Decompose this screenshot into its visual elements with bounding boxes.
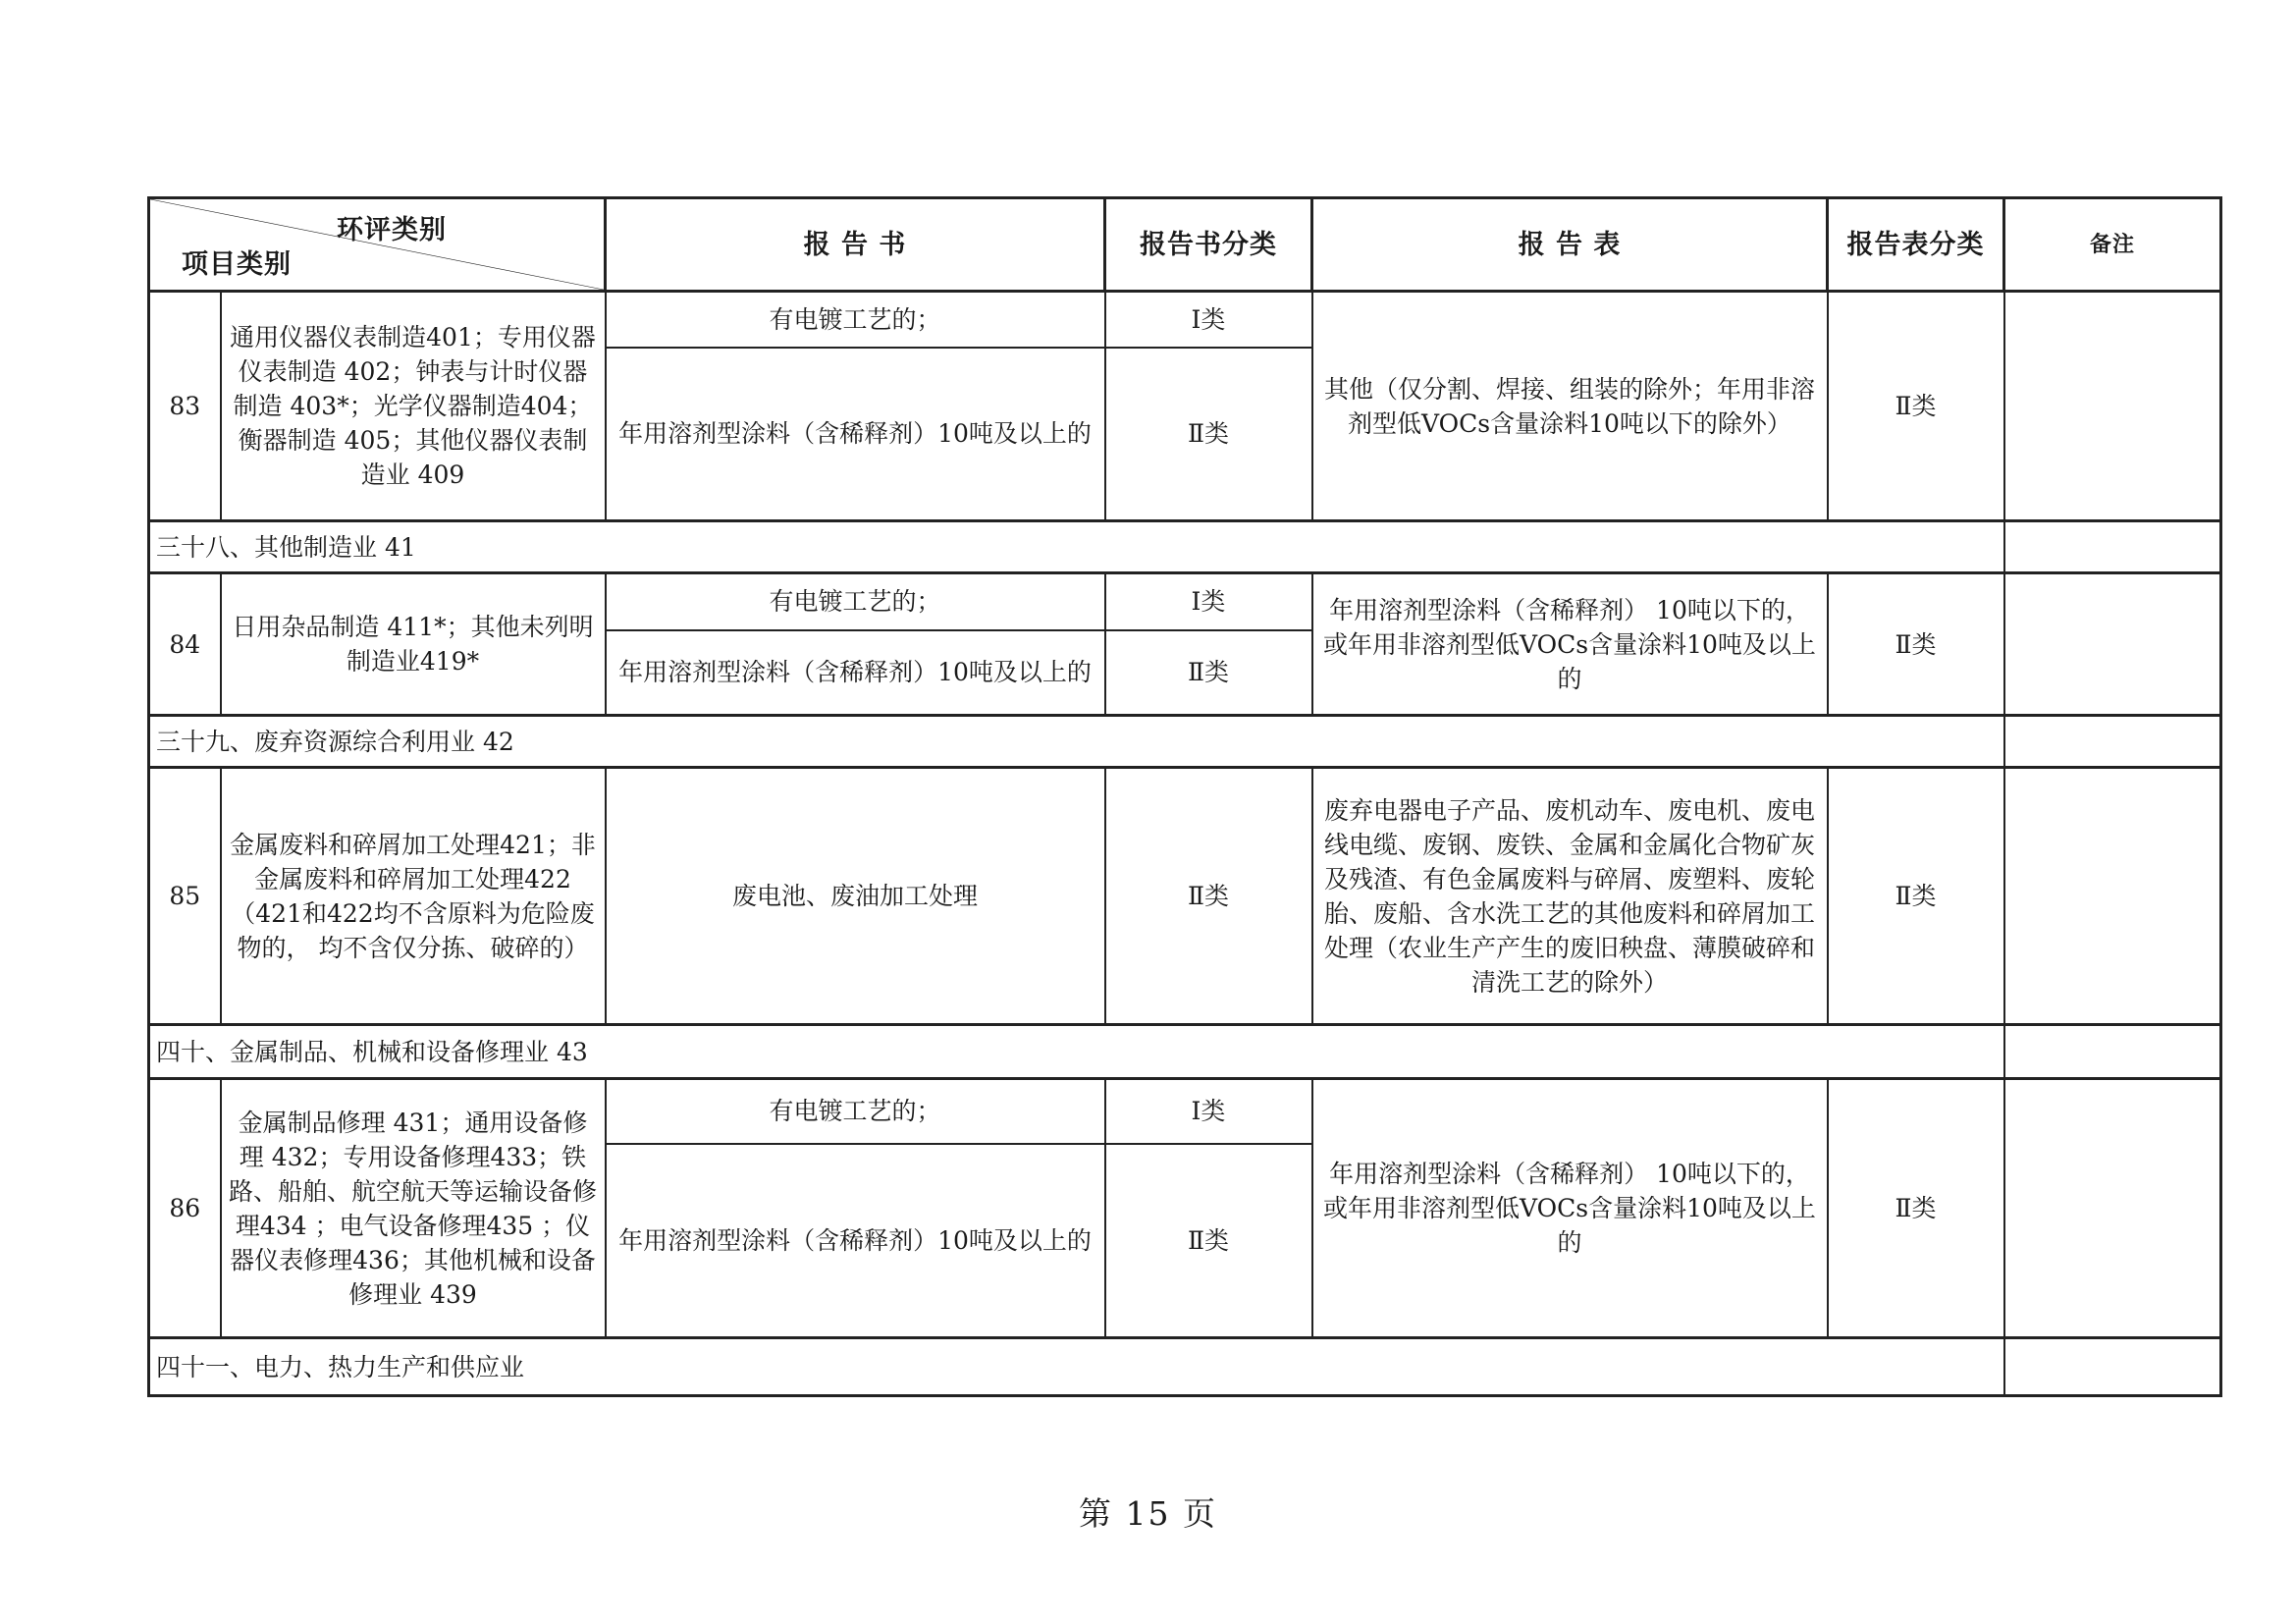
remarks-cell: [2004, 521, 2221, 573]
row-number: 84: [149, 573, 221, 716]
report-book-condition: 有电镀工艺的；: [606, 292, 1105, 348]
report-book-class: Ⅰ类: [1105, 292, 1312, 348]
report-book-class-header: 报告书分类: [1105, 198, 1312, 292]
project-category-label: 项目类别: [182, 249, 292, 280]
table-row: [149, 573, 2221, 630]
section-row: [149, 716, 2221, 768]
report-form-class: Ⅱ类: [1828, 573, 2004, 716]
report-form-class: Ⅱ类: [1828, 768, 2004, 1025]
section-code: 43: [556, 1037, 588, 1066]
section-row: [149, 1025, 2221, 1079]
section-code: 41: [384, 532, 416, 562]
report-form-header: 报 告 表: [1312, 198, 1828, 292]
row-number: 83: [149, 292, 221, 521]
section-title: [149, 1338, 2004, 1396]
remarks-cell: [2004, 1025, 2221, 1079]
report-form-condition: 年用溶剂型涂料（含稀释剂） 10吨以下的，或年用非溶剂型低VOCs含量涂料10吨及以上的: [1312, 573, 1828, 716]
section-title-text: 三十九、废弃资源综合利用业: [156, 727, 476, 756]
project-name: 金属制品修理 431；通用设备修理 432；专用设备修理433；铁路、船舶、航空航天等运输设备修理434 ；电气设备修理435 ；仪器仪表修理436；其他机械和设备修理业 439: [221, 1079, 606, 1338]
section-title: [149, 521, 2004, 573]
report-book-condition: 有电镀工艺的；: [606, 573, 1105, 630]
section-title-text: 三十八、其他制造业: [156, 532, 378, 562]
table-row: [149, 292, 2221, 348]
project-name: 日用杂品制造 411*；其他未列明制造业419*: [221, 573, 606, 716]
remarks-cell: [2004, 716, 2221, 768]
report-form-class-header: 报告表分类: [1828, 198, 2004, 292]
report-book-condition: 年用溶剂型涂料（含稀释剂）10吨及以上的: [606, 348, 1105, 521]
diagonal-header-cell: [149, 198, 606, 292]
section-title: [149, 1025, 2004, 1079]
report-book-condition: 废电池、废油加工处理: [606, 768, 1105, 1025]
project-name: 通用仪器仪表制造401；专用仪器仪表制造 402；钟表与计时仪器制造 403*；光学仪器制造404；衡器制造 405；其他仪器仪表制造业 409: [221, 292, 606, 521]
section-title-text: 四十一、电力、热力生产和供应业: [156, 1352, 525, 1381]
header-row: [149, 198, 2221, 292]
report-book-class: Ⅰ类: [1105, 1079, 1312, 1144]
section-row: [149, 1338, 2221, 1396]
report-form-condition: 其他（仅分割、焊接、组装的除外；年用非溶剂型低VOCs含量涂料10吨以下的除外）: [1312, 292, 1828, 521]
report-book-class: Ⅱ类: [1105, 348, 1312, 521]
section-code: 42: [482, 727, 514, 756]
env-category-label: 环评类别: [337, 215, 447, 245]
remarks-cell: [2004, 768, 2221, 1025]
report-book-condition: 有电镀工艺的；: [606, 1079, 1105, 1144]
report-book-class: Ⅱ类: [1105, 630, 1312, 716]
report-book-class: Ⅰ类: [1105, 573, 1312, 630]
table-row: [149, 768, 2221, 1025]
report-form-class: Ⅱ类: [1828, 1079, 2004, 1338]
report-form-class: Ⅱ类: [1828, 292, 2004, 521]
remarks-cell: [2004, 292, 2221, 521]
report-form-condition: 废弃电器电子产品、废机动车、废电机、废电线电缆、废钢、废铁、金属和金属化合物矿灰及残渣、有色金属废料与碎屑、废塑料、废轮胎、废船、含水洗工艺的其他废料和碎屑加工处理（农业生产产生的废旧秧盘、薄膜破碎和清洗工艺的除外）: [1312, 768, 1828, 1025]
section-row: [149, 521, 2221, 573]
report-book-condition: 年用溶剂型涂料（含稀释剂）10吨及以上的: [606, 630, 1105, 716]
report-form-condition: 年用溶剂型涂料（含稀释剂） 10吨以下的，或年用非溶剂型低VOCs含量涂料10吨及以上的: [1312, 1079, 1828, 1338]
remarks-header: 备注: [2004, 198, 2221, 292]
report-book-condition: 年用溶剂型涂料（含稀释剂）10吨及以上的: [606, 1144, 1105, 1338]
report-book-header: 报 告 书: [606, 198, 1105, 292]
report-book-class: Ⅱ类: [1105, 1144, 1312, 1338]
classification-table: [147, 196, 2222, 1397]
section-title-text: 四十、金属制品、机械和设备修理业: [156, 1037, 550, 1066]
report-book-class: Ⅱ类: [1105, 768, 1312, 1025]
row-number: 86: [149, 1079, 221, 1338]
page-number: 第 15 页: [1079, 1494, 1217, 1533]
remarks-cell: [2004, 573, 2221, 716]
table-row: [149, 1079, 2221, 1144]
row-number: 85: [149, 768, 221, 1025]
section-title: [149, 716, 2004, 768]
remarks-cell: [2004, 1338, 2221, 1396]
remarks-cell: [2004, 1079, 2221, 1338]
project-name: 金属废料和碎屑加工处理421；非金属废料和碎屑加工处理422（421和422均不含原料为危险废物的， 均不含仅分拣、破碎的）: [221, 768, 606, 1025]
